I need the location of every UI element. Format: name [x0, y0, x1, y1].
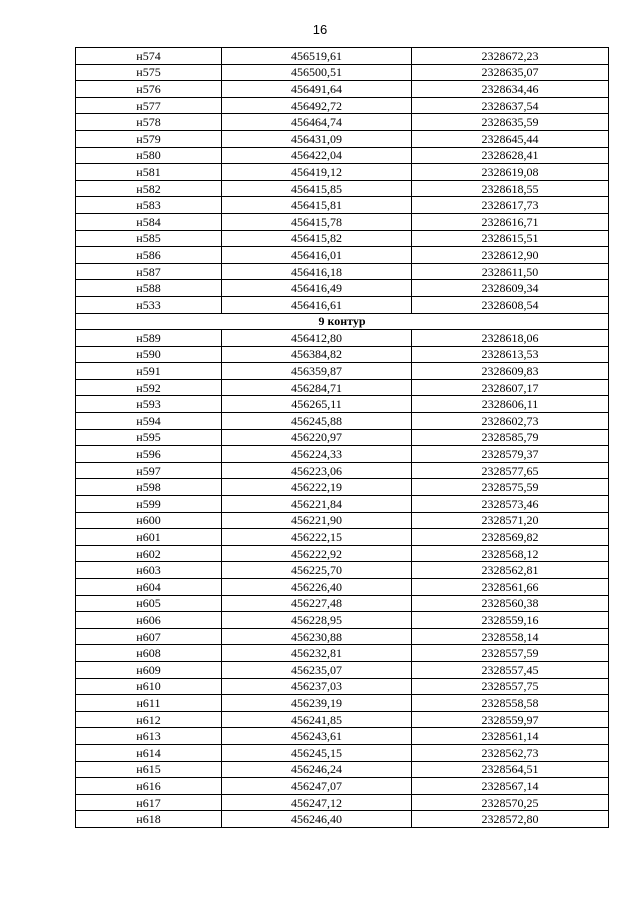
y-coordinate-cell: 2328609,83	[412, 363, 609, 380]
table-row	[76, 595, 609, 612]
point-name-cell: н611	[76, 695, 222, 712]
x-coordinate-cell: 456419,12	[222, 164, 412, 181]
point-name-cell: н585	[76, 230, 222, 247]
x-coordinate-cell: 456415,85	[222, 180, 412, 197]
y-coordinate-cell: 2328635,07	[412, 64, 609, 81]
table-row	[76, 794, 609, 811]
y-coordinate-cell: 2328617,73	[412, 197, 609, 214]
table-row	[76, 811, 609, 828]
x-coordinate-cell: 456491,64	[222, 81, 412, 98]
x-coordinate-cell: 456422,04	[222, 147, 412, 164]
x-coordinate-cell: 456230,88	[222, 628, 412, 645]
table-row	[76, 147, 609, 164]
point-name-cell: н533	[76, 296, 222, 313]
y-coordinate-cell: 2328618,06	[412, 330, 609, 347]
x-coordinate-cell: 456221,84	[222, 496, 412, 513]
y-coordinate-cell: 2328557,75	[412, 678, 609, 695]
table-row	[76, 695, 609, 712]
x-coordinate-cell: 456232,81	[222, 645, 412, 662]
point-name-cell: н615	[76, 761, 222, 778]
section-header-row	[76, 313, 609, 330]
table-row	[76, 562, 609, 579]
x-coordinate-cell: 456247,12	[222, 794, 412, 811]
point-name-cell: н600	[76, 512, 222, 529]
point-name-cell: н588	[76, 280, 222, 297]
point-name-cell: н596	[76, 446, 222, 463]
table-row	[76, 230, 609, 247]
table-row	[76, 164, 609, 181]
y-coordinate-cell: 2328619,08	[412, 164, 609, 181]
table-row	[76, 678, 609, 695]
table-row	[76, 97, 609, 114]
y-coordinate-cell: 2328579,37	[412, 446, 609, 463]
table-row	[76, 512, 609, 529]
point-name-cell: н601	[76, 529, 222, 546]
y-coordinate-cell: 2328558,58	[412, 695, 609, 712]
y-coordinate-cell: 2328618,55	[412, 180, 609, 197]
x-coordinate-cell: 456246,40	[222, 811, 412, 828]
point-name-cell: н576	[76, 81, 222, 98]
y-coordinate-cell: 2328616,71	[412, 213, 609, 230]
table-row	[76, 711, 609, 728]
y-coordinate-cell: 2328562,73	[412, 744, 609, 761]
point-name-cell: н603	[76, 562, 222, 579]
point-name-cell: н618	[76, 811, 222, 828]
table-row	[76, 197, 609, 214]
x-coordinate-cell: 456226,40	[222, 579, 412, 596]
y-coordinate-cell: 2328562,81	[412, 562, 609, 579]
table-row	[76, 130, 609, 147]
x-coordinate-cell: 456500,51	[222, 64, 412, 81]
point-name-cell: н605	[76, 595, 222, 612]
table-row	[76, 628, 609, 645]
table-row	[76, 48, 609, 65]
y-coordinate-cell: 2328564,51	[412, 761, 609, 778]
point-name-cell: н579	[76, 130, 222, 147]
table-row	[76, 213, 609, 230]
x-coordinate-cell: 456416,61	[222, 296, 412, 313]
y-coordinate-cell: 2328613,53	[412, 346, 609, 363]
point-name-cell: н612	[76, 711, 222, 728]
point-name-cell: н594	[76, 413, 222, 430]
point-name-cell: н617	[76, 794, 222, 811]
point-name-cell: н591	[76, 363, 222, 380]
x-coordinate-cell: 456223,06	[222, 462, 412, 479]
point-name-cell: н589	[76, 330, 222, 347]
point-name-cell: н610	[76, 678, 222, 695]
point-name-cell: н599	[76, 496, 222, 513]
y-coordinate-cell: 2328569,82	[412, 529, 609, 546]
y-coordinate-cell: 2328567,14	[412, 778, 609, 795]
point-name-cell: н597	[76, 462, 222, 479]
point-name-cell: н607	[76, 628, 222, 645]
x-coordinate-cell: 456415,78	[222, 213, 412, 230]
x-coordinate-cell: 456412,80	[222, 330, 412, 347]
y-coordinate-cell: 2328602,73	[412, 413, 609, 430]
point-name-cell: н586	[76, 247, 222, 264]
point-name-cell: н613	[76, 728, 222, 745]
x-coordinate-cell: 456415,82	[222, 230, 412, 247]
point-name-cell: н584	[76, 213, 222, 230]
point-name-cell: н587	[76, 263, 222, 280]
table-row	[76, 330, 609, 347]
page-number: 16	[312, 22, 328, 37]
point-name-cell: н604	[76, 579, 222, 596]
point-name-cell: н595	[76, 429, 222, 446]
table-row	[76, 529, 609, 546]
y-coordinate-cell: 2328575,59	[412, 479, 609, 496]
table-row	[76, 446, 609, 463]
x-coordinate-cell: 456239,19	[222, 695, 412, 712]
x-coordinate-cell: 456265,11	[222, 396, 412, 413]
point-name-cell: н598	[76, 479, 222, 496]
table-row	[76, 429, 609, 446]
y-coordinate-cell: 2328557,45	[412, 661, 609, 678]
y-coordinate-cell: 2328561,66	[412, 579, 609, 596]
x-coordinate-cell: 456492,72	[222, 97, 412, 114]
x-coordinate-cell: 456227,48	[222, 595, 412, 612]
point-name-cell: н590	[76, 346, 222, 363]
x-coordinate-cell: 456241,85	[222, 711, 412, 728]
x-coordinate-cell: 456245,88	[222, 413, 412, 430]
x-coordinate-cell: 456221,90	[222, 512, 412, 529]
table-row	[76, 379, 609, 396]
y-coordinate-cell: 2328606,11	[412, 396, 609, 413]
x-coordinate-cell: 456246,24	[222, 761, 412, 778]
y-coordinate-cell: 2328558,14	[412, 628, 609, 645]
y-coordinate-cell: 2328572,80	[412, 811, 609, 828]
x-coordinate-cell: 456247,07	[222, 778, 412, 795]
x-coordinate-cell: 456224,33	[222, 446, 412, 463]
table-row	[76, 462, 609, 479]
x-coordinate-cell: 456415,81	[222, 197, 412, 214]
point-name-cell: н593	[76, 396, 222, 413]
point-name-cell: н577	[76, 97, 222, 114]
table-row	[76, 280, 609, 297]
point-name-cell: н582	[76, 180, 222, 197]
x-coordinate-cell: 456220,97	[222, 429, 412, 446]
table-row	[76, 545, 609, 562]
table-row	[76, 247, 609, 264]
point-name-cell: н616	[76, 778, 222, 795]
x-coordinate-cell: 456431,09	[222, 130, 412, 147]
table-row	[76, 661, 609, 678]
x-coordinate-cell: 456222,92	[222, 545, 412, 562]
y-coordinate-cell: 2328637,54	[412, 97, 609, 114]
table-row	[76, 761, 609, 778]
point-name-cell: н609	[76, 661, 222, 678]
y-coordinate-cell: 2328645,44	[412, 130, 609, 147]
table-row	[76, 64, 609, 81]
y-coordinate-cell: 2328612,90	[412, 247, 609, 264]
y-coordinate-cell: 2328635,59	[412, 114, 609, 131]
point-name-cell: н575	[76, 64, 222, 81]
point-name-cell: н602	[76, 545, 222, 562]
x-coordinate-cell: 456464,74	[222, 114, 412, 131]
x-coordinate-cell: 456416,01	[222, 247, 412, 264]
y-coordinate-cell: 2328571,20	[412, 512, 609, 529]
y-coordinate-cell: 2328608,54	[412, 296, 609, 313]
table-row	[76, 81, 609, 98]
table-row	[76, 778, 609, 795]
y-coordinate-cell: 2328557,59	[412, 645, 609, 662]
y-coordinate-cell: 2328559,16	[412, 612, 609, 629]
y-coordinate-cell: 2328585,79	[412, 429, 609, 446]
y-coordinate-cell: 2328570,25	[412, 794, 609, 811]
table-row	[76, 263, 609, 280]
table-row	[76, 296, 609, 313]
x-coordinate-cell: 456416,49	[222, 280, 412, 297]
x-coordinate-cell: 456235,07	[222, 661, 412, 678]
x-coordinate-cell: 456284,71	[222, 379, 412, 396]
y-coordinate-cell: 2328634,46	[412, 81, 609, 98]
y-coordinate-cell: 2328568,12	[412, 545, 609, 562]
x-coordinate-cell: 456243,61	[222, 728, 412, 745]
y-coordinate-cell: 2328561,14	[412, 728, 609, 745]
y-coordinate-cell: 2328615,51	[412, 230, 609, 247]
point-name-cell: н608	[76, 645, 222, 662]
table-row	[76, 346, 609, 363]
table-row	[76, 612, 609, 629]
section-label: 9 контур	[76, 313, 609, 330]
x-coordinate-cell: 456519,61	[222, 48, 412, 65]
table-row	[76, 744, 609, 761]
point-name-cell: н580	[76, 147, 222, 164]
table-row	[76, 645, 609, 662]
table-row	[76, 180, 609, 197]
x-coordinate-cell: 456228,95	[222, 612, 412, 629]
x-coordinate-cell: 456384,82	[222, 346, 412, 363]
point-name-cell: н614	[76, 744, 222, 761]
x-coordinate-cell: 456359,87	[222, 363, 412, 380]
table-row	[76, 479, 609, 496]
y-coordinate-cell: 2328611,50	[412, 263, 609, 280]
table-row	[76, 728, 609, 745]
coordinates-table-body	[76, 48, 609, 828]
point-name-cell: н578	[76, 114, 222, 131]
point-name-cell: н581	[76, 164, 222, 181]
y-coordinate-cell: 2328607,17	[412, 379, 609, 396]
y-coordinate-cell: 2328628,41	[412, 147, 609, 164]
table-row	[76, 413, 609, 430]
y-coordinate-cell: 2328560,38	[412, 595, 609, 612]
x-coordinate-cell: 456222,19	[222, 479, 412, 496]
x-coordinate-cell: 456245,15	[222, 744, 412, 761]
y-coordinate-cell: 2328559,97	[412, 711, 609, 728]
table-row	[76, 396, 609, 413]
x-coordinate-cell: 456222,15	[222, 529, 412, 546]
y-coordinate-cell: 2328573,46	[412, 496, 609, 513]
x-coordinate-cell: 456237,03	[222, 678, 412, 695]
coordinates-table	[75, 47, 609, 828]
table-row	[76, 496, 609, 513]
point-name-cell: н583	[76, 197, 222, 214]
point-name-cell: н592	[76, 379, 222, 396]
table-row	[76, 579, 609, 596]
x-coordinate-cell: 456225,70	[222, 562, 412, 579]
point-name-cell: н606	[76, 612, 222, 629]
y-coordinate-cell: 2328577,65	[412, 462, 609, 479]
x-coordinate-cell: 456416,18	[222, 263, 412, 280]
y-coordinate-cell: 2328672,23	[412, 48, 609, 65]
table-row	[76, 114, 609, 131]
y-coordinate-cell: 2328609,34	[412, 280, 609, 297]
point-name-cell: н574	[76, 48, 222, 65]
table-row	[76, 363, 609, 380]
